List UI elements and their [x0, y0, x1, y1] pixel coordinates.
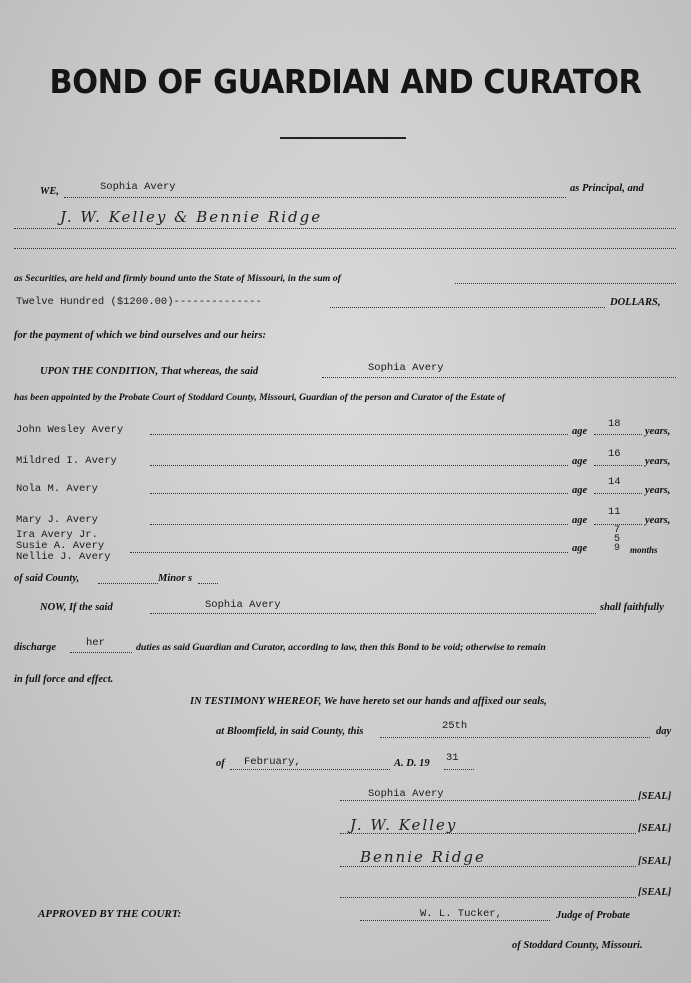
appointed-clause: has been appointed by the Probate Court of Stoddard County, Missouri, Guardian of the person and Curator of the Estate of: [14, 392, 506, 403]
seal-label-3: [SEAL]: [638, 856, 672, 867]
age-label-3: age: [572, 485, 588, 496]
document-title: BOND OF GUARDIAN AND CURATOR: [49, 62, 642, 101]
discharge-label: discharge: [14, 642, 56, 653]
condition-label: UPON THE CONDITION, That whereas, the said: [40, 366, 259, 377]
minor-age-4: 11: [608, 506, 621, 518]
minor-line-2: [150, 465, 568, 466]
age-label-2: age: [572, 456, 588, 467]
signature-line-2: [340, 833, 636, 834]
extra-age-1: 7: [614, 525, 621, 536]
sum-text: Twelve Hundred ($1200.00)--------------: [16, 296, 262, 308]
payment-clause: for the payment of which we bind ourselves and our heirs:: [14, 330, 267, 341]
month-line: [230, 769, 390, 770]
condition-line: [322, 377, 676, 378]
securities-clause: as Securities, are held and firmly bound unto the State of Missouri, in the sum of: [14, 273, 341, 284]
title-underline: [280, 137, 406, 139]
judge-title: Judge of Probate: [556, 910, 631, 921]
pronoun: her: [86, 637, 105, 649]
judge-name: W. L. Tucker,: [420, 908, 502, 920]
sum-line: [455, 283, 676, 284]
age-label-1: age: [572, 426, 588, 437]
of-label: of: [216, 758, 225, 769]
minor-line-1: [150, 434, 568, 435]
at-label: at Bloomfield, in said County, this: [216, 726, 364, 737]
year-value: 31: [446, 752, 459, 764]
county-line: [98, 583, 158, 584]
ad-label: A. D. 19: [394, 758, 430, 769]
securities-line-2: [14, 248, 676, 249]
securities-line-1: [14, 228, 676, 229]
signature-line-3: [340, 866, 636, 867]
years-label-2: years,: [645, 456, 671, 467]
minor-age-2: 16: [608, 448, 621, 460]
extra-age-2: 5: [614, 534, 621, 545]
duties-clause: duties as said Guardian and Curator, according to law, then this Bond to be void; otherwise to remain: [136, 642, 546, 653]
day-line: [380, 737, 650, 738]
condition-name: Sophia Avery: [368, 362, 444, 374]
pronoun-line: [70, 652, 132, 653]
minor-word: Minor s: [158, 573, 193, 584]
minor-line-5: [130, 552, 568, 553]
minor-extra-2: Susie A. Avery: [16, 540, 105, 552]
we-label: WE,: [40, 186, 59, 197]
years-label-1: years,: [645, 426, 671, 437]
now-label: NOW, If the said: [40, 602, 113, 613]
minor-name-3: Nola M. Avery: [16, 483, 98, 495]
full-force-text: in full force and effect.: [14, 674, 114, 685]
minor-age-3: 14: [608, 476, 621, 488]
approved-label: APPROVED BY THE COURT:: [38, 908, 182, 920]
securities-signature: J. W. Kelley & Bennie Ridge: [60, 208, 323, 226]
years-label-3: years,: [645, 485, 671, 496]
month-value: February,: [244, 756, 301, 768]
judge-county: of Stoddard County, Missouri.: [512, 940, 643, 951]
judge-line: [360, 920, 550, 921]
county-label: of said County,: [14, 573, 80, 584]
sum-text-line: [330, 307, 605, 308]
years-label-4: years,: [645, 515, 671, 526]
minor-age-1: 18: [608, 418, 621, 430]
signature-surety-1: J. W. Kelley: [350, 816, 458, 834]
minor-word-line: [198, 583, 218, 584]
age-line-2: [594, 465, 642, 466]
months-label: months: [630, 545, 658, 555]
signature-line-1: [340, 800, 636, 801]
age-label-5: age: [572, 543, 588, 554]
dollars-label: DOLLARS,: [610, 297, 661, 308]
shall-text: shall faithfully: [600, 602, 664, 613]
minor-line-4: [150, 524, 568, 525]
signature-principal: Sophia Avery: [368, 788, 444, 800]
minor-line-3: [150, 493, 568, 494]
minor-extra-3: Nellie J. Avery: [16, 551, 111, 563]
minor-name-4: Mary J. Avery: [16, 514, 98, 526]
now-name: Sophia Avery: [205, 599, 281, 611]
day-value: 25th: [442, 720, 468, 732]
age-label-4: age: [572, 515, 588, 526]
minor-extra-1: Ira Avery Jr.: [16, 529, 98, 541]
day-label: day: [656, 726, 672, 737]
seal-label-1: [SEAL]: [638, 791, 672, 802]
minor-name-1: John Wesley Avery: [16, 424, 124, 436]
seal-label-2: [SEAL]: [638, 823, 672, 834]
signature-line-4: [340, 897, 636, 898]
as-principal-label: as Principal, and: [570, 183, 644, 194]
principal-name: Sophia Avery: [100, 181, 176, 193]
seal-label-4: [SEAL]: [638, 887, 672, 898]
extra-age-3: 9: [614, 543, 621, 554]
signature-surety-2: Bennie Ridge: [360, 848, 486, 866]
principal-line: [64, 197, 566, 198]
year-line: [444, 769, 474, 770]
age-line-1: [594, 434, 642, 435]
now-line: [150, 613, 596, 614]
age-line-3: [594, 493, 642, 494]
testimony-text: IN TESTIMONY WHEREOF, We have hereto set our hands and affixed our seals,: [190, 696, 547, 707]
minor-name-2: Mildred I. Avery: [16, 455, 117, 467]
